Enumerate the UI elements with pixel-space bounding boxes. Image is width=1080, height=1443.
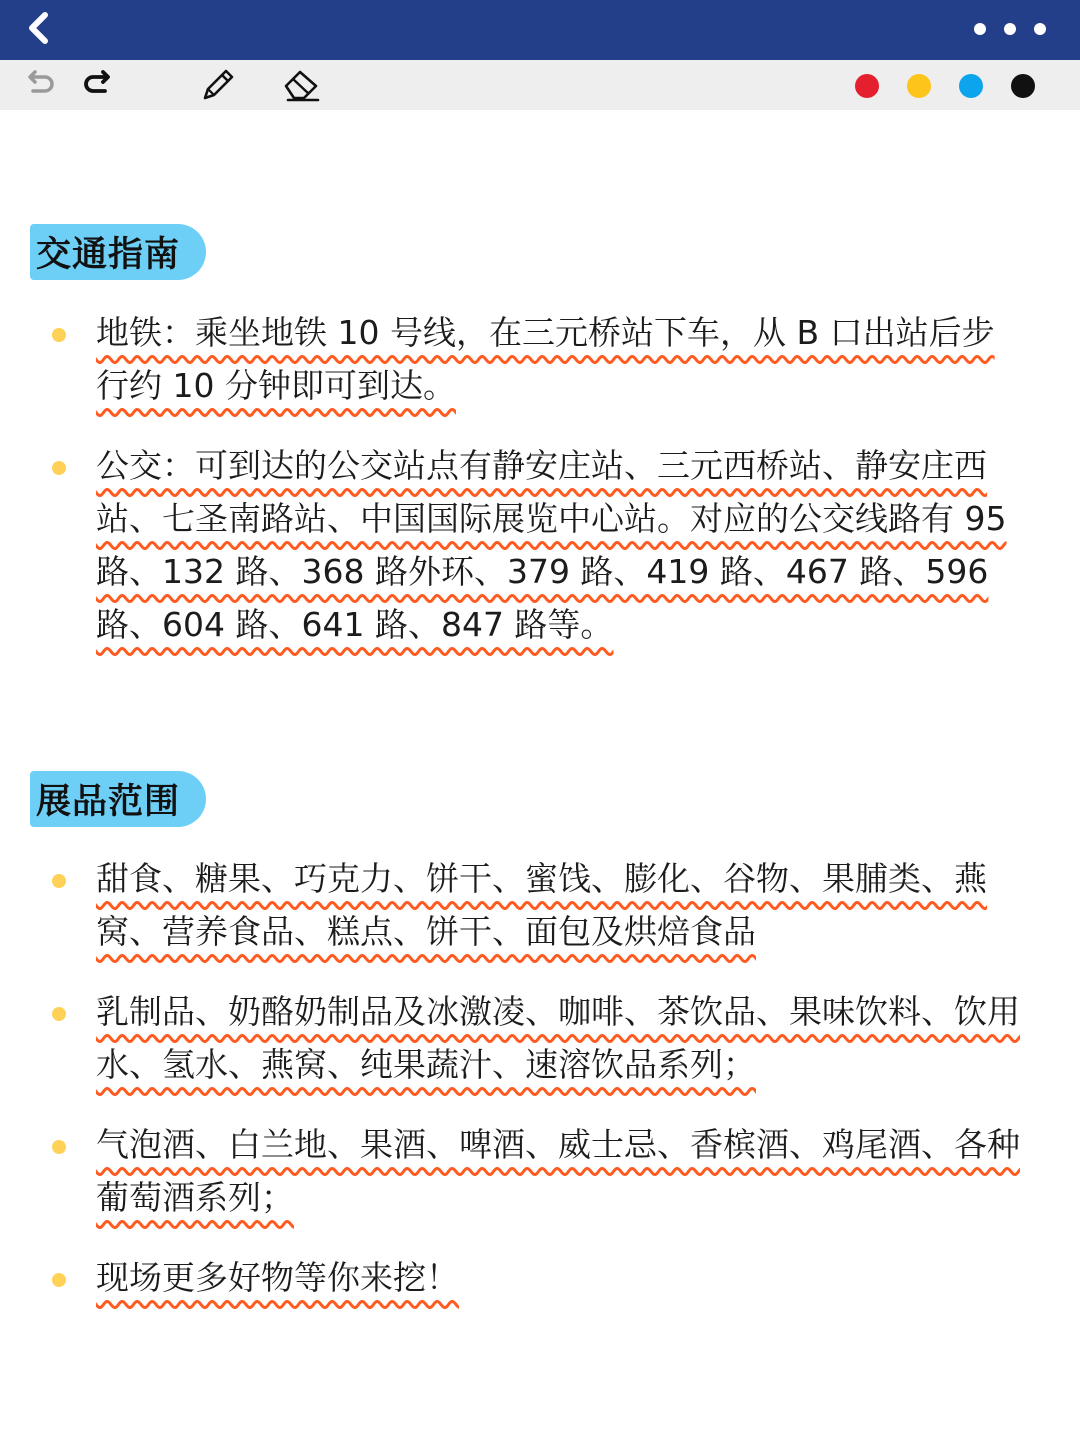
more-dot [1034,23,1046,35]
bullet-dot [52,1140,66,1154]
redo-icon [81,67,115,105]
pencil-tool-button[interactable] [198,66,238,106]
list-item-text: 甜食、糖果、巧克力、饼干、蜜饯、膨化、谷物、果脯类、燕窝、营养食品、糕点、饼干、面包及烘焙食品 [96,859,987,951]
pencil-icon [199,65,237,107]
color-swatch-blue[interactable] [959,74,983,98]
color-swatch-black[interactable] [1011,74,1035,98]
section-title-exhibits: 展品范围 [30,771,206,827]
top-app-bar [0,0,1080,60]
color-swatch-yellow[interactable] [907,74,931,98]
eraser-tool-button[interactable] [282,66,322,106]
back-button[interactable] [18,8,62,52]
bullet-dot [52,1007,66,1021]
list-item-text: 公交：可到达的公交站点有静安庄站、三元西桥站、静安庄西站、七圣南路站、中国国际展览中心站。对应的公交线路有 95 路、132 路、368 路外环、379 路、419 路、467 路、596 路、604 路、641 路、847 路等。 [96,446,1007,644]
list-item-text: 气泡酒、白兰地、果酒、啤酒、威士忌、香槟酒、鸡尾酒、各种葡萄酒系列； [96,1125,1020,1217]
bullet-dot [52,1273,66,1287]
chevron-left-icon [23,11,57,49]
bullet-dot [52,874,66,888]
color-swatch-red[interactable] [855,74,879,98]
more-dot [1004,23,1016,35]
more-options-button[interactable] [974,14,1046,44]
section-title-transport: 交通指南 [30,224,206,280]
bullet-dot [52,461,66,475]
list-item-text: 现场更多好物等你来挖！ [96,1258,459,1297]
redo-button[interactable] [78,66,118,106]
bullet-dot [52,328,66,342]
undo-button[interactable] [20,66,60,106]
list-item-text: 乳制品、奶酪奶制品及冰激凌、咖啡、茶饮品、果味饮料、饮用水、氢水、燕窝、纯果蔬汁、速溶饮品系列； [96,992,1020,1084]
eraser-icon [282,64,322,108]
more-horizontal-icon [974,23,986,35]
list-item-text: 地铁：乘坐地铁 10 号线，在三元桥站下车，从 B 口出站后步行约 10 分钟即可到达。 [96,313,995,405]
undo-icon [23,67,57,105]
